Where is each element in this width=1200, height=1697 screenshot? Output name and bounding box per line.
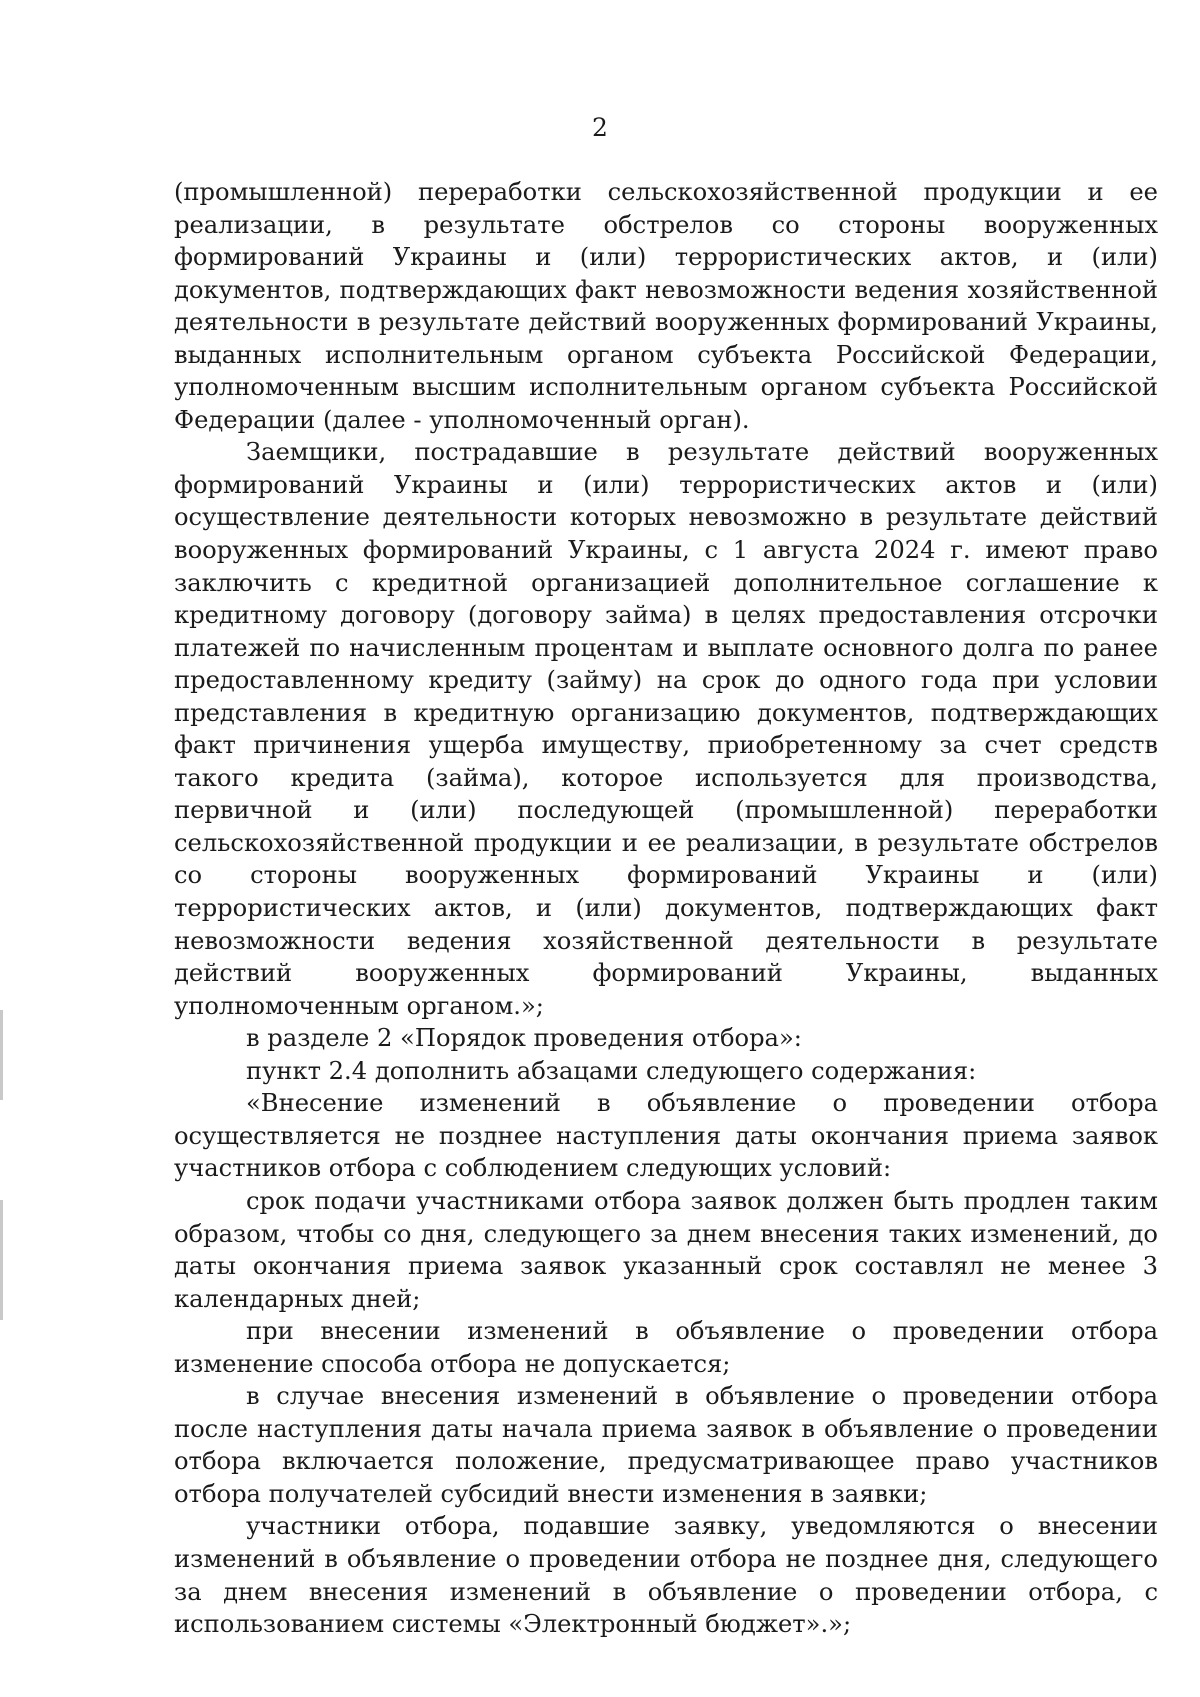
paragraph-amendment-intro: «Внесение изменений в объявление о проведении отбора осуществляется не позднее наступления даты окончания приема заявок участников отбора с соблюдением следующих условий:	[174, 1089, 1158, 1183]
paragraph-deadline-extension: срок подачи участниками отбора заявок должен быть продлен таким образом, чтобы со дня, следующего за днем внесения таких изменений, до даты окончания приема заявок указанный срок составлял не менее 3 календарных дней;	[174, 1186, 1158, 1313]
paragraph-selection-method: при внесении изменений в объявление о проведении отбора изменение способа отбора не допускается;	[174, 1317, 1158, 1378]
document-body	[174, 176, 1158, 1641]
paragraph-notification: участники отбора, подавшие заявку, уведомляются о внесении изменений в объявление о проведении отбора не позднее дня, следующего за днем внесения изменений в объявление о проведении отбора, с использованием системы «Электронный бюджет».»;	[174, 1512, 1158, 1639]
paragraph-clause-2-4: пункт 2.4 дополнить абзацами следующего содержания:	[246, 1056, 977, 1085]
paragraph-application-changes: в случае внесения изменений в объявление о проведении отбора после наступления даты начала приема заявок в объявление о проведении отбора включается положение, предусматривающее право участников отбора получателей субсидий внести изменения в заявки;	[174, 1382, 1158, 1508]
paragraph-borrowers: Заемщики, пострадавшие в результате действий вооруженных формирований Украины и (или) террористических актов и (или) осуществление деятельности которых невозможно в результате действий вооруженных формирований Украины, с 1 августа 2024 г. имеют право заключить с кредитной организацией дополнительное соглашение к кредитному договору (договору займа) в целях предоставления отсрочки платежей по начисленным процентам и выплате основного долга по ранее предоставленному кредиту (займу) на срок до одного года при условии представления в кредитную организацию документов, подтверждающих факт причинения ущерба имуществу, приобретенному за счет средств такого кредита (займа), которое используется для производства, первичной и (или) последующей (промышленной) переработки сельскохозяйственной продукции и ее реализации, в результате обстрелов со стороны вооруженных формирований Украины и (или) террористических актов, и (или) документов, подтверждающих факт невозможности ведения хозяйственной деятельности в результате действий вооруженных формирований Украины, выданных уполномоченным органом.»;	[174, 438, 1158, 1020]
page-number: 2	[592, 113, 608, 142]
scan-margin-mark	[0, 1010, 3, 1100]
paragraph-continuation: (промышленной) переработки сельскохозяйственной продукции и ее реализации, в результате обстрелов со стороны вооруженных формирований Украины и (или) террористических актов, и (или) документов, подтверждающих факт невозможности ведения хозяйственной деятельности в результате действий вооруженных формирований Украины, выданных исполнительным органом субъекта Российской Федерации, уполномоченным высшим исполнительным органом субъекта Российской Федерации (далее - уполномоченный орган).	[174, 178, 1158, 434]
paragraph-section-2: в разделе 2 «Порядок проведения отбора»:	[246, 1024, 802, 1053]
scan-margin-mark	[0, 1200, 3, 1320]
